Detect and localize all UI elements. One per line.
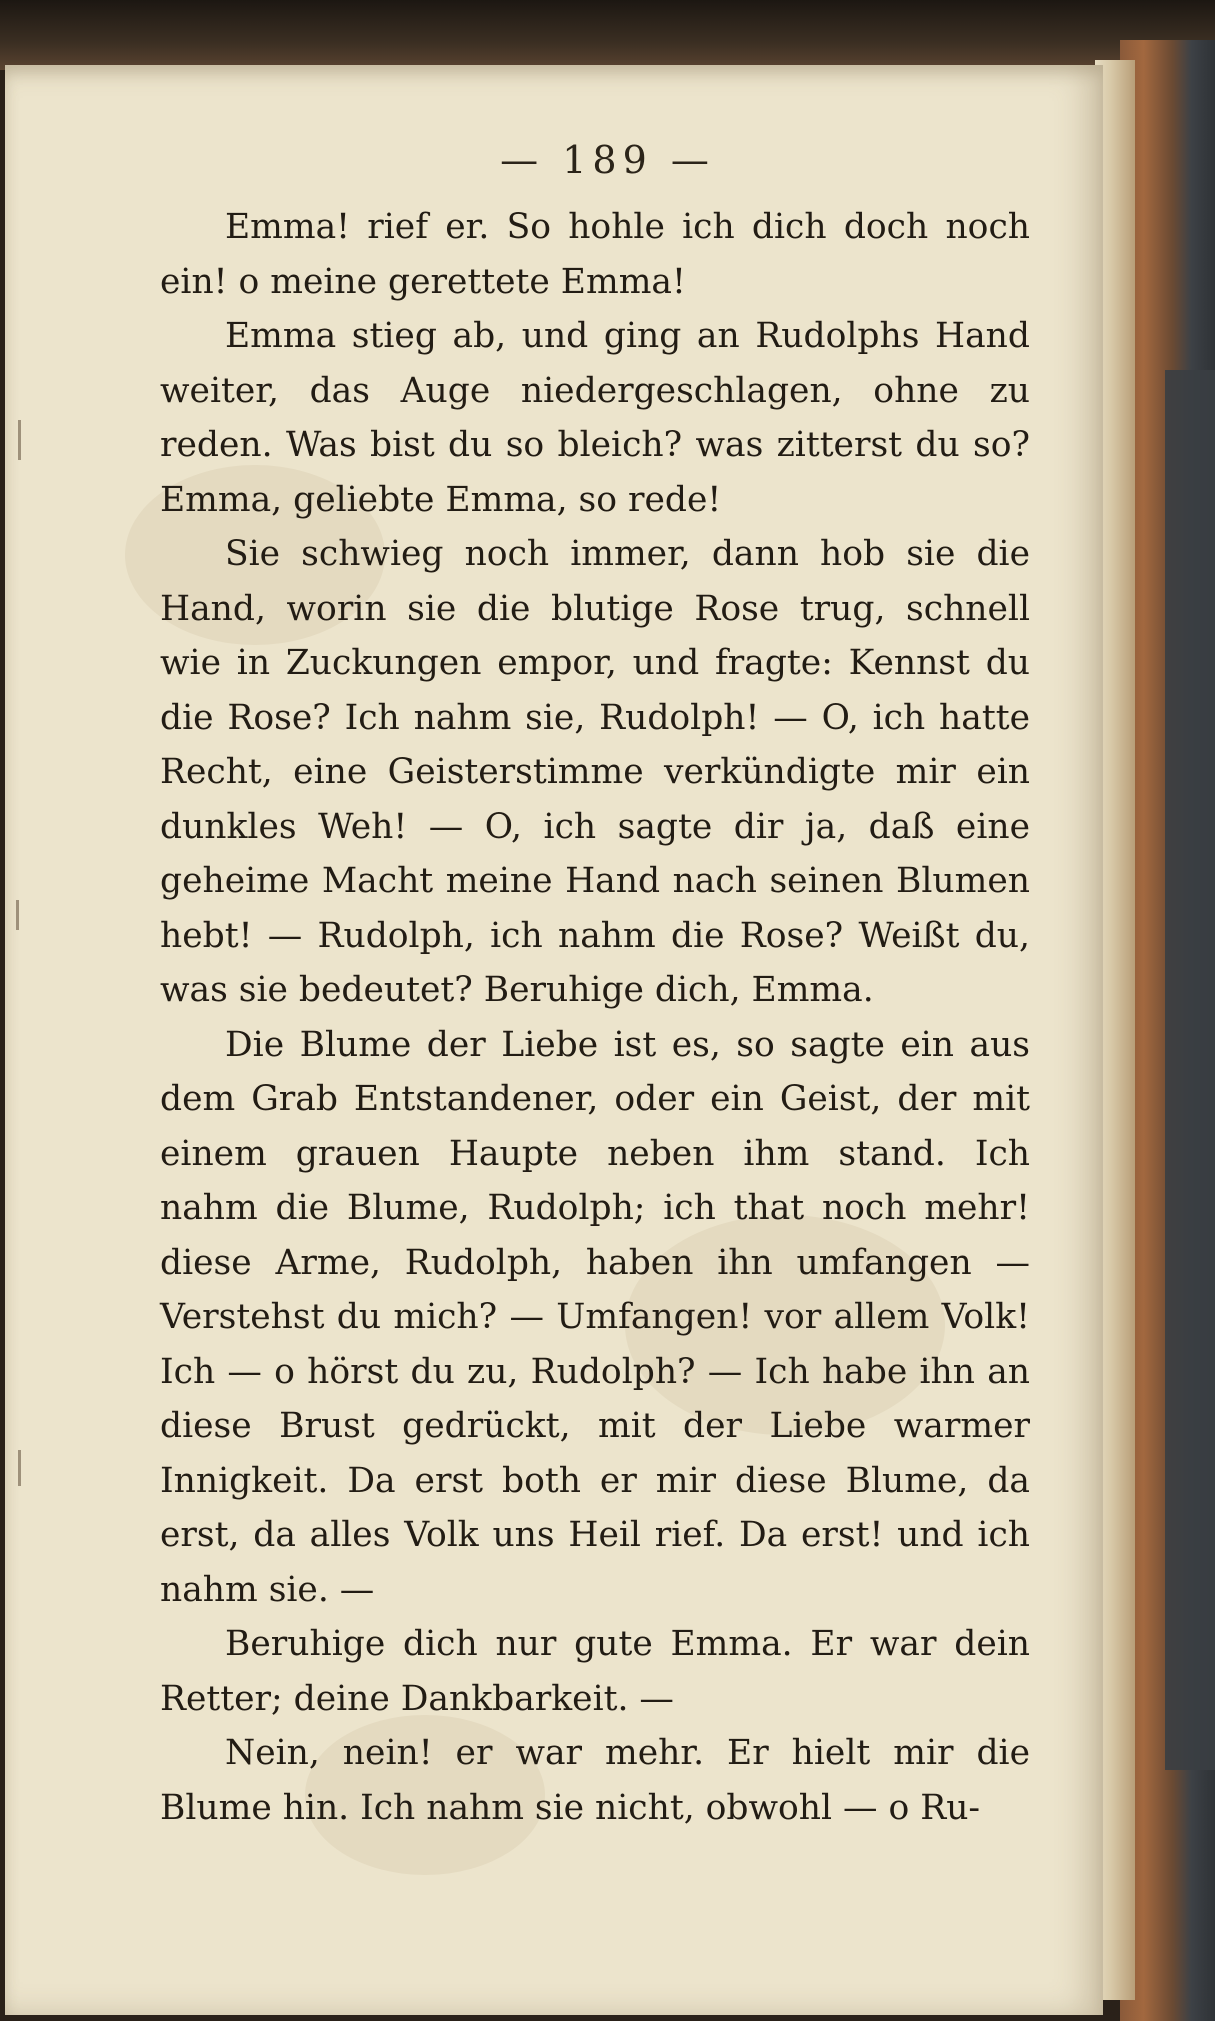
paragraph: Die Blume der Liebe ist es, so sagte ein aus dem Grab Entstandener, oder ein Geist, der mit einem grauen Haupte neben ihm stand. Ich nahm die Blume, Rudolph; ich that noch mehr! diese Arme, Rudolph, haben ihn umfangen — Verstehst du mich? — Umfangen! vor allem Volk! Ich — o hörst du zu, Rudolph? — Ich habe ihn an diese Brust gedrückt, mit der Liebe warmer Innigkeit. Da erst both er mir diese Blume, da erst, da alles Volk uns Heil rief. Da erst! und ich nahm sie. —	[160, 1024, 1030, 1610]
book-cover-spine-patch	[1165, 370, 1215, 1770]
paragraph: Emma stieg ab, und ging an Rudolphs Hand weiter, das Auge niedergeschlagen, ohne zu reden. Was bist du so bleich? was zitterst du so? Emma, geliebte Emma, so rede!	[160, 316, 1030, 520]
paragraph: Sie schwieg noch immer, dann hob sie die Hand, worin sie die blutige Rose trug, schnell wie in Zuckungen empor, und fragte: Kennst du die Rose? Ich nahm sie, Rudolph! — O, ich hatte Recht, eine Geisterstimme verkündigte mir ein dunkles Weh! — O, ich sagte dir ja, daß eine geheime Macht meine Hand nach seinen Blumen hebt! — Rudolph, ich nahm die Rose? Weißt du, was sie bedeutet? Beruhige dich, Emma.	[160, 534, 1030, 1010]
margin-mark	[16, 900, 19, 930]
page-body-text	[160, 200, 1030, 1835]
paragraph: Beruhige dich nur gute Emma. Er war dein Retter; deine Dankbarkeit. —	[160, 1624, 1030, 1719]
margin-mark	[18, 420, 21, 460]
paragraph: Nein, nein! er war mehr. Er hielt mir die Blume hin. Ich nahm sie nicht, obwohl — o Ru-	[160, 1733, 1030, 1828]
margin-mark	[18, 1450, 21, 1486]
book-cover-top-edge	[0, 0, 1215, 70]
page-number: — 189 —	[500, 138, 715, 182]
paragraph: Emma! rief er. So hohle ich dich doch noch ein! o meine gerettete Emma!	[160, 207, 1030, 302]
